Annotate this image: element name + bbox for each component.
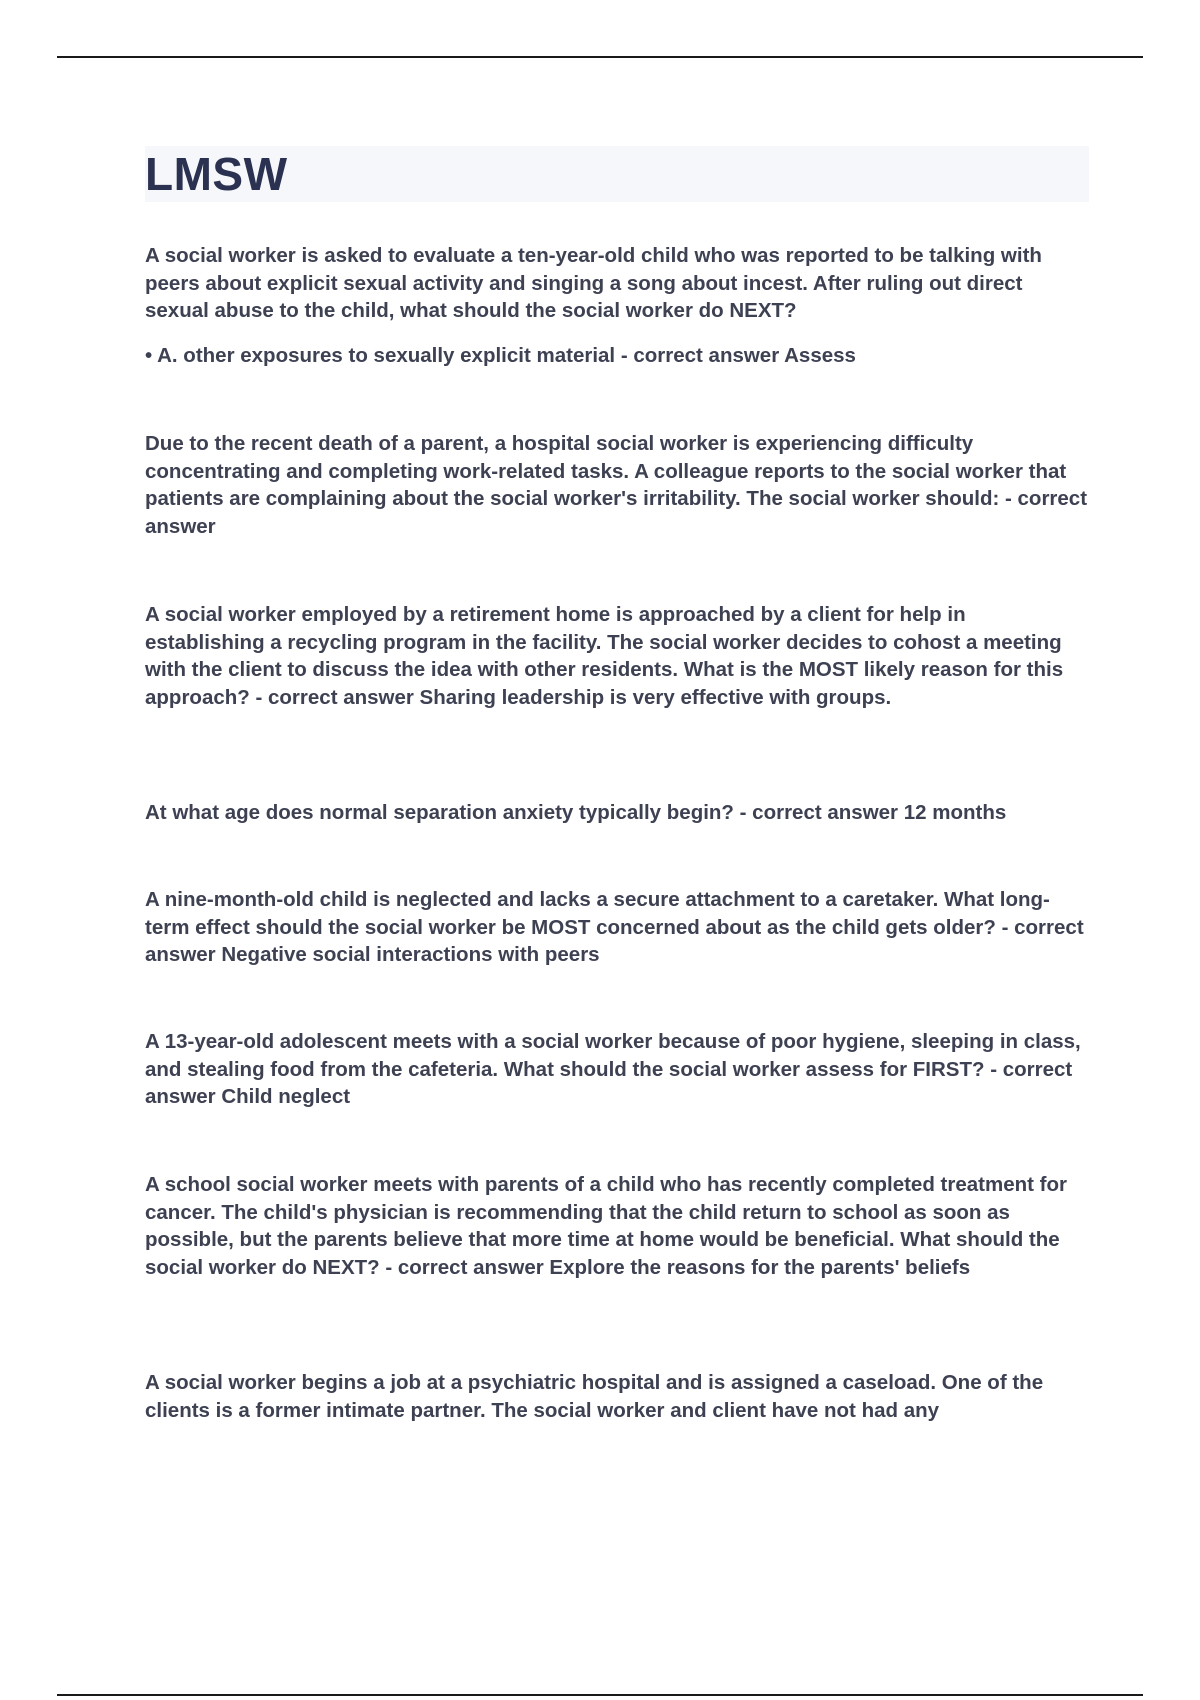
qa-item [145, 430, 1090, 540]
qa-item [145, 1171, 1090, 1281]
question-text: A social worker is asked to evaluate a ten-year-old child who was reported to be talking with peers about explicit sexual activity and singing a song about incest. After ruling out direct sexual abuse to the child, what should the social worker do NEXT? [145, 244, 1042, 322]
question-text: A school social worker meets with parents of a child who has recently completed treatment for cancer. The child's physician is recommending that the child return to school as soon as possible, but the parents believe that more time at home would be beneficial. What should the social worker do NEXT? - correct answer Explore the reasons for the parents' beliefs [145, 1173, 1067, 1279]
title-band [145, 146, 1089, 202]
bottom-rule [57, 1694, 1143, 1696]
qa-item [145, 1369, 1090, 1424]
top-rule [57, 56, 1143, 58]
answer-option: • A. other exposures to sexually explicit material - correct answer Assess [145, 343, 856, 367]
qa-item [145, 799, 1006, 827]
question-text: A nine-month-old child is neglected and lacks a secure attachment to a caretaker. What long-term effect should the social worker be MOST concerned about as the child gets older? - correct answer Negative social interactions with peers [145, 888, 1084, 966]
question-text: A 13-year-old adolescent meets with a social worker because of poor hygiene, sleeping in class, and stealing food from the cafeteria. What should the social worker assess for FIRST? - correct answer Child neglect [145, 1030, 1081, 1108]
qa-item [145, 886, 1090, 969]
qa-item [145, 1028, 1090, 1111]
question-text: A social worker begins a job at a psychiatric hospital and is assigned a caseload. One of the clients is a former intimate partner. The social worker and client have not had any [145, 1371, 1044, 1422]
question-text: Due to the recent death of a parent, a hospital social worker is experiencing difficulty concentrating and completing work-related tasks. A colleague reports to the social worker that patients are complaining about the social worker's irritability. The social worker should: - correct answer [145, 432, 1088, 538]
page-title: LMSW [145, 148, 288, 200]
question-text: A social worker employed by a retirement home is approached by a client for help in establishing a recycling program in the facility. The social worker decides to cohost a meeting with the client to discuss the idea with other residents. What is the MOST likely reason for this approach? - correct answer Sharing leadership is very effective with groups. [145, 603, 1064, 709]
qa-item [145, 242, 1090, 369]
question-text: At what age does normal separation anxiety typically begin? - correct answer 12 months [145, 801, 1007, 824]
qa-item [145, 601, 1090, 711]
